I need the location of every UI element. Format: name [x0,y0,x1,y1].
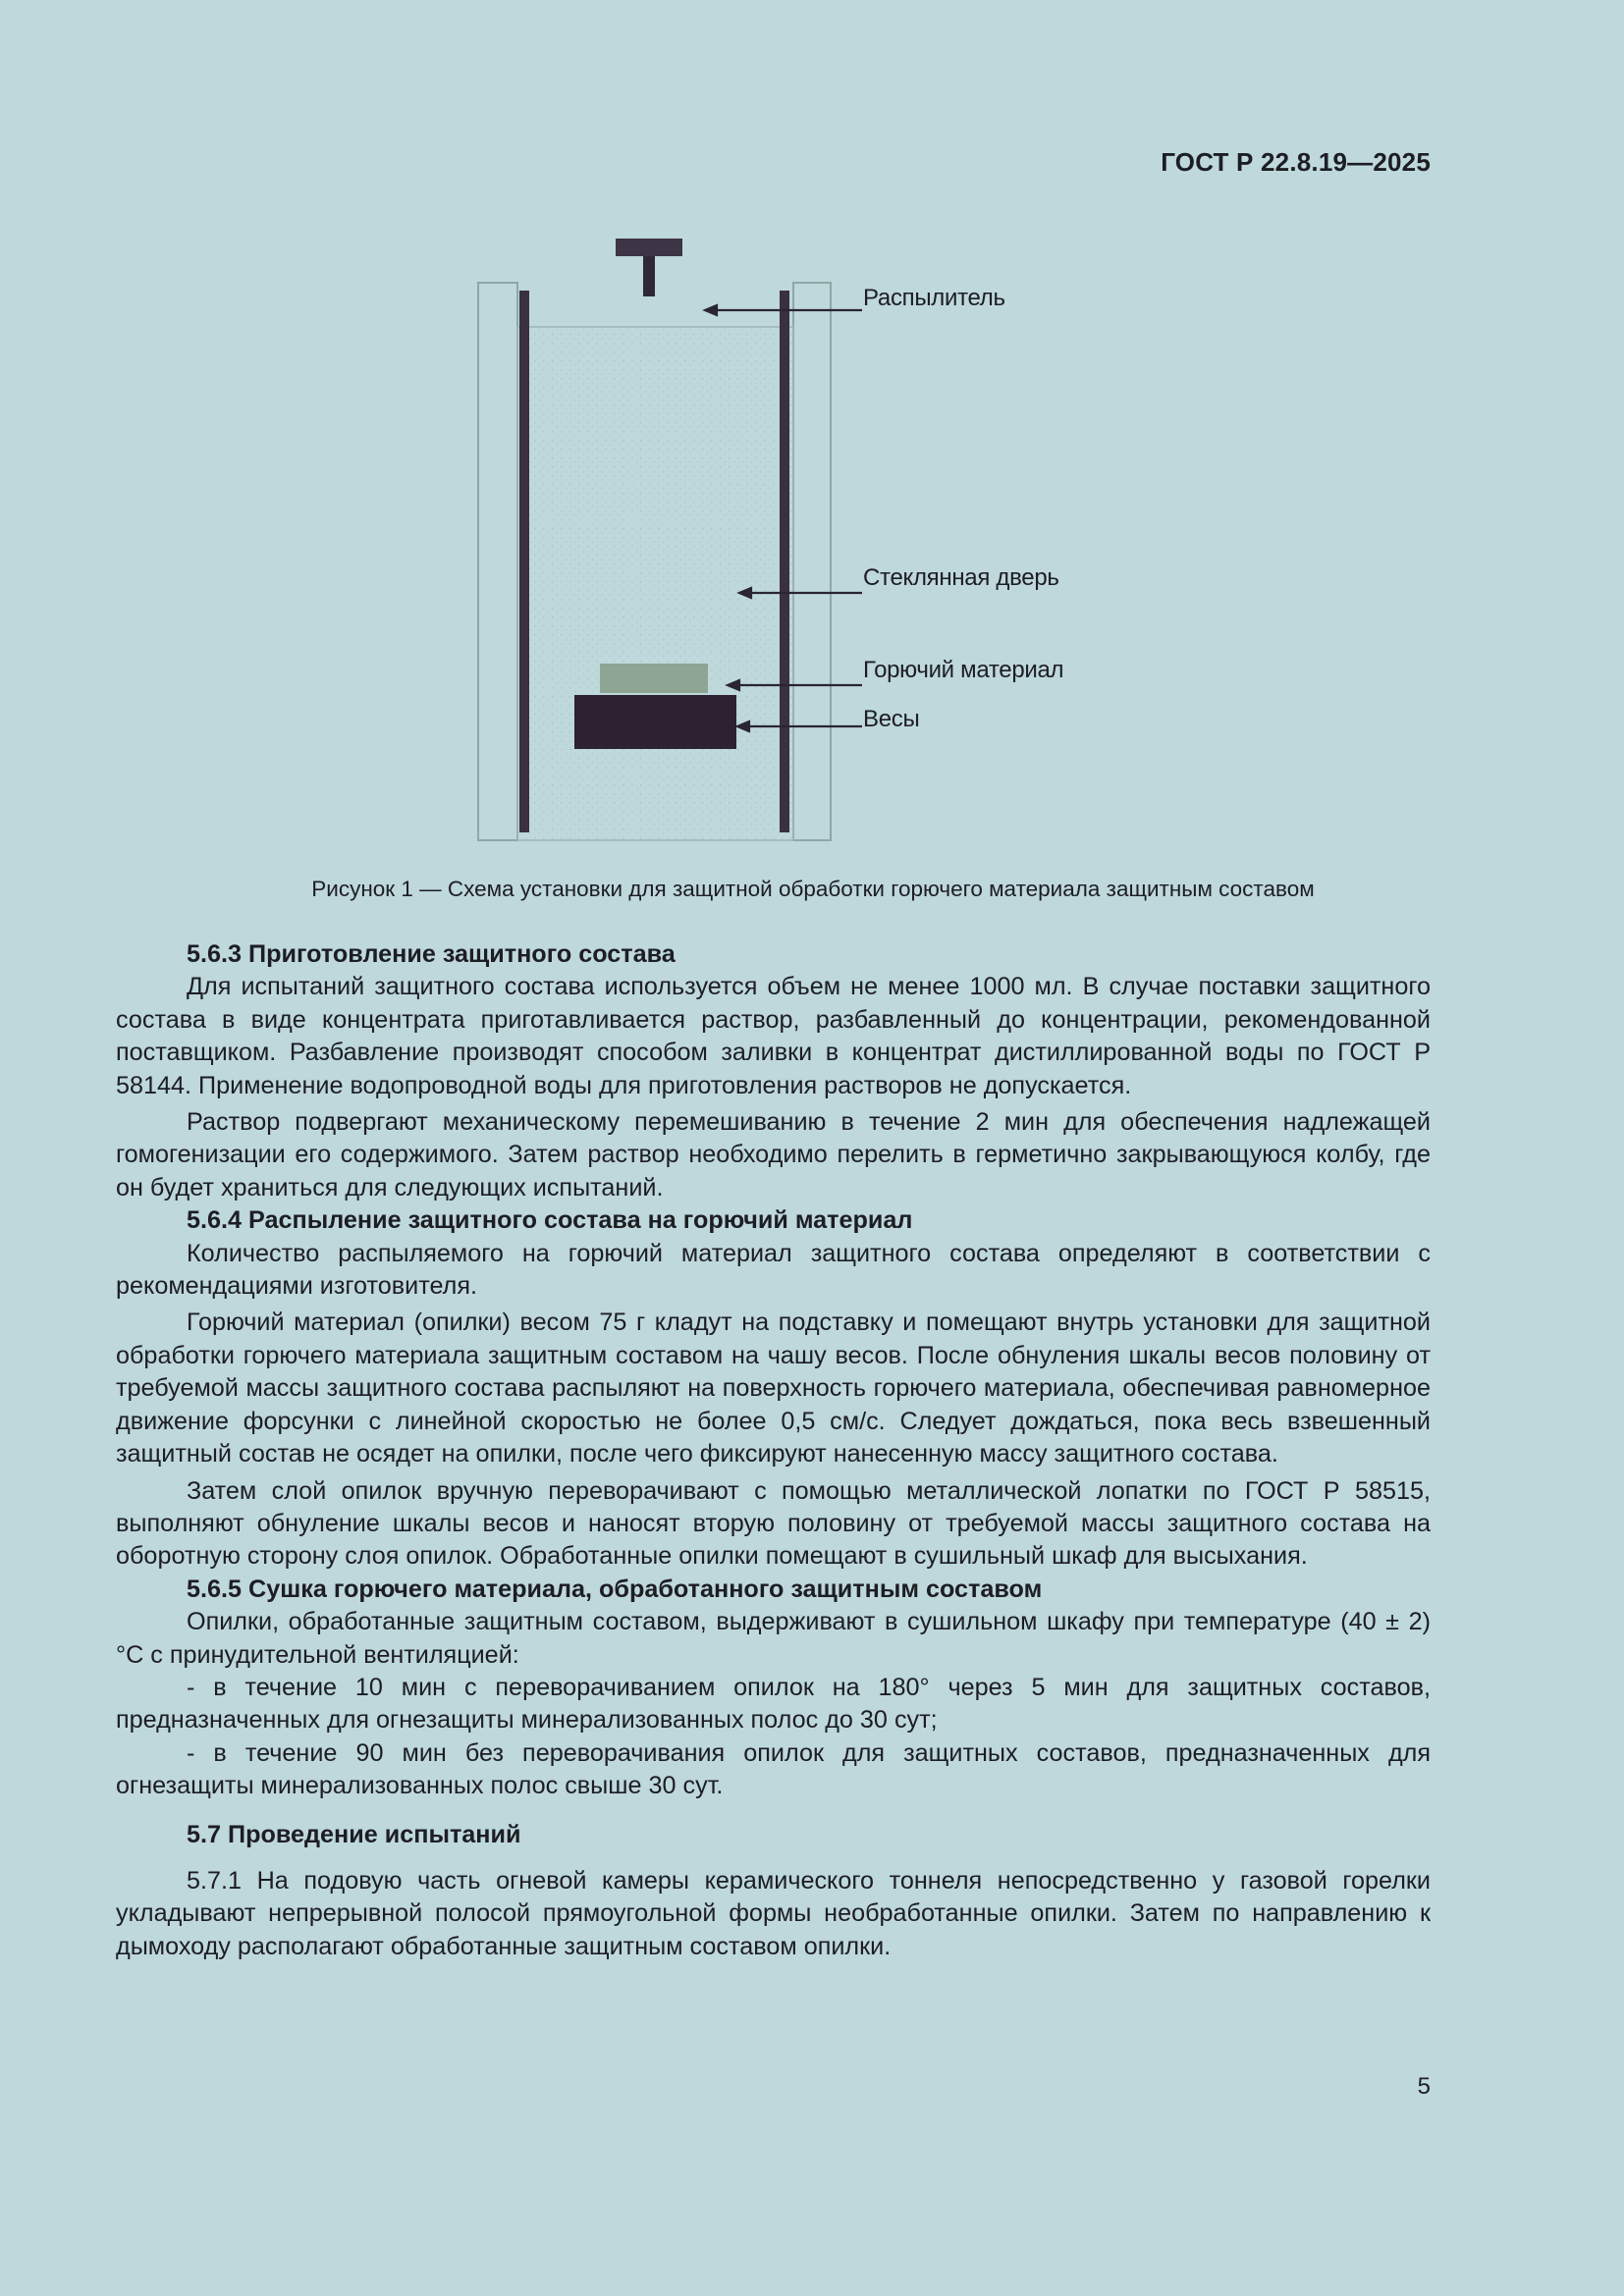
list-item: - в течение 10 мин с переворачиванием опилок на 180° через 5 мин для защитных составов, предназначенных для огнезащиты минерализованных полос до 30 сут; [116,1673,1431,1735]
heading-5-6-4: 5.6.4 Распыление защитного состава на горючий материал [187,1206,913,1235]
label-scales: Весы [863,706,920,732]
paragraph: Горючий материал (опилки) весом 75 г кладут на подставку и помещают внутрь установки для защитной обработки горючего материала защитным составом на чашу весов. После обнуления шкалы весов половину от требуемой массы защитного состава распыляют на поверхность горючего материала, обеспечивая равномерное движение форсунки с линейной скоростью не более 0,5 см/с. Следует дождаться, пока весь взвешенный защитный состав не осядет на опилки, после чего фиксируют нанесенную массу защитного состава. [116,1308,1431,1468]
left-wall-outline [478,283,517,840]
heading-5-6-3: 5.6.3 Приготовление защитного состава [187,940,676,968]
figure-caption: Рисунок 1 — Схема установки для защитной обработки горючего материала защитным составом [311,877,1315,901]
paragraph: Раствор подвергают механическому перемешиванию в течение 2 мин для обеспечения надлежащей гомогенизации его содержимого. Затем раствор необходимо перелить в герметично закрывающуюся колбу, где он будет храниться для следующих испытаний. [116,1108,1431,1201]
paragraph: Для испытаний защитного состава используется объем не менее 1000 мл. В случае поставки защитного состава в виде концентрата приготавливается раствор, разбавленный до концентрации, рекомендованной поставщиком. Разбавление производят способом заливки в концентрат дистиллированной воды по ГОСТ Р 58144. Применение водопроводной воды для приготовления растворов не допускается. [116,973,1431,1099]
paragraph: 5.7.1 На подовую часть огневой камеры керамического тоннеля непосредственно у газовой горелки укладывают непрерывной полосой прямоугольной формы необработанные опилки. Затем по направлению к дымоходу располагают обработанные защитным составом опилки. [116,1866,1431,1960]
sprayer-nozzle [643,256,655,296]
combustible-material [600,664,708,693]
document-body [116,938,1431,1963]
label-combustible-material: Горючий материал [863,657,1064,683]
sprayer-handle [616,239,682,256]
figure-setup-diagram [471,226,1100,854]
label-glass-door: Стеклянная дверь [863,564,1059,591]
left-post [519,291,529,832]
paragraph: Количество распыляемого на горючий материал защитного состава определяют в соответствии с рекомендациями изготовителя. [116,1239,1431,1301]
list-item: - в течение 90 мин без переворачивания опилок для защитных составов, предназначенных для огнезащиты минерализованных полос свыше 30 сут. [116,1738,1431,1800]
paragraph: Затем слой опилок вручную переворачивают с помощью металлической лопатки по ГОСТ Р 58515, выполняют обнуление шкалы весов и наносят вторую половину от требуемой массы защитного состава на оборотную сторону слоя опилок. Обработанные опилки помещают в сушильный шкаф для высыхания. [116,1476,1431,1571]
paragraph: Опилки, обработанные защитным составом, выдерживают в сушильном шкафу при температуре (40 ± 2) °С с принудительной вентиляцией: [116,1608,1431,1669]
document-id: ГОСТ Р 22.8.19—2025 [1161,147,1431,177]
heading-5-7: 5.7 Проведение испытаний [187,1820,521,1848]
setup-diagram [471,226,1100,854]
right-post [780,291,789,832]
label-sprayer: Распылитель [863,285,1005,311]
right-wall-outline [793,283,831,840]
page-number: 5 [1417,2073,1431,2100]
scales [574,695,736,749]
chamber-interior [517,327,793,840]
heading-5-6-5: 5.6.5 Сушка горючего материала, обработанного защитным составом [187,1575,1043,1603]
